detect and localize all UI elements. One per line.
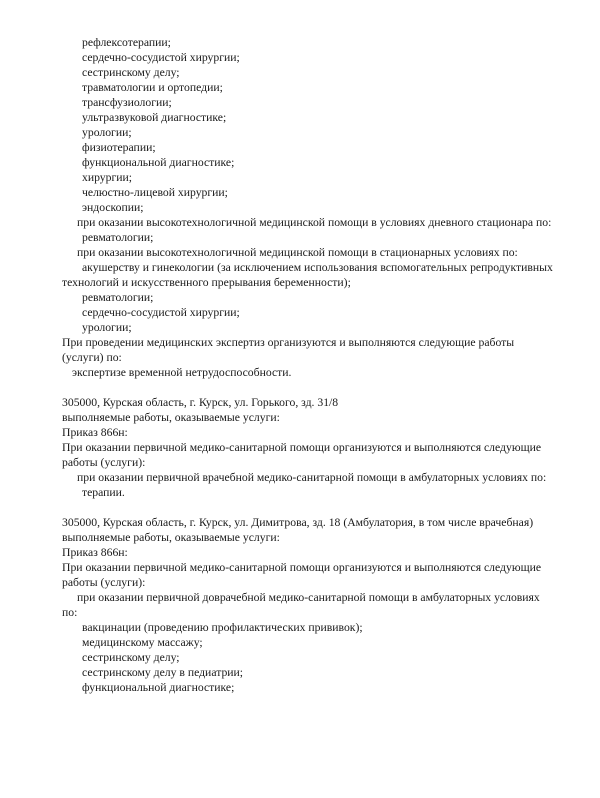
day-hospital-heading: при оказании высокотехнологичной медицинской помощи в условиях дневного стационара по: [77, 216, 552, 229]
pmsp-heading-continuation: работы (услуги): [62, 576, 146, 589]
list-item: травматологии и ортопедии; [82, 81, 223, 94]
list-item: терапии. [82, 486, 125, 499]
doctor-heading: при оказании первичной врачебной медико-санитарной помощи в амбулаторных условиях по: [77, 471, 547, 484]
list-item: хирургии; [82, 171, 133, 184]
list-item: сестринскому делу; [82, 66, 180, 79]
spacer [62, 380, 592, 395]
list-item: сердечно-сосудистой хирургии; [82, 51, 240, 64]
list-item: урологии; [82, 321, 132, 334]
list-item: физиотерапии; [82, 141, 156, 154]
list-item: ревматологии; [82, 231, 154, 244]
list-item: рефлексотерапии; [82, 36, 171, 49]
list-item: трансфузиологии; [82, 96, 172, 109]
pmsp-heading: При оказании первичной медико-санитарной помощи организуются и выполняются следующие [62, 441, 542, 454]
works-label: выполняемые работы, оказываемые услуги: [62, 531, 280, 544]
address: 305000, Курская область, г. Курск, ул. Горького, зд. 31/8 [62, 396, 339, 409]
list-item: сестринскому делу; [82, 651, 180, 664]
list-item: ревматологии; [82, 291, 154, 304]
pmsp-heading: При оказании первичной медико-санитарной помощи организуются и выполняются следующие [62, 561, 542, 574]
list-item: челюстно-лицевой хирургии; [82, 186, 228, 199]
expertise-heading: При проведении медицинских экспертиз организуются и выполняются следующие работы [62, 336, 515, 349]
list-item: акушерству и гинекологии (за исключением использования вспомогательных репродуктивных [82, 261, 553, 274]
spacer [62, 500, 592, 515]
inpatient-heading: при оказании высокотехнологичной медицинской помощи в стационарных условиях по: [77, 246, 518, 259]
list-item: сердечно-сосудистой хирургии; [82, 306, 240, 319]
services-list-top [62, 35, 592, 215]
list-item: сестринскому делу в педиатрии; [82, 666, 244, 679]
order-reference: Приказ 866н: [62, 546, 128, 559]
order-reference: Приказ 866н: [62, 426, 128, 439]
list-item: экспертизе временной нетрудоспособности. [72, 366, 292, 379]
list-item: ультразвуковой диагностике; [82, 111, 227, 124]
list-item: эндоскопии; [82, 201, 144, 214]
list-item: функциональной диагностике; [82, 156, 235, 169]
list-item-continuation: технологий и искусственного прерывания беременности); [62, 276, 351, 289]
predoctor-heading-continuation: по: [62, 606, 78, 619]
expertise-heading-continuation: (услуги) по: [62, 351, 122, 364]
pmsp-heading-continuation: работы (услуги): [62, 456, 146, 469]
address: 305000, Курская область, г. Курск, ул. Димитрова, зд. 18 (Амбулатория, в том числе врачебная) [62, 516, 534, 529]
list-item: урологии; [82, 126, 132, 139]
list-item: медицинскому массажу; [82, 636, 203, 649]
predoctor-heading: при оказании первичной доврачебной медико-санитарной помощи в амбулаторных условиях [77, 591, 540, 604]
list-item: вакцинации (проведению профилактических прививок); [82, 621, 363, 634]
document-page [62, 35, 592, 695]
works-label: выполняемые работы, оказываемые услуги: [62, 411, 280, 424]
list-item: функциональной диагностике; [82, 681, 235, 694]
